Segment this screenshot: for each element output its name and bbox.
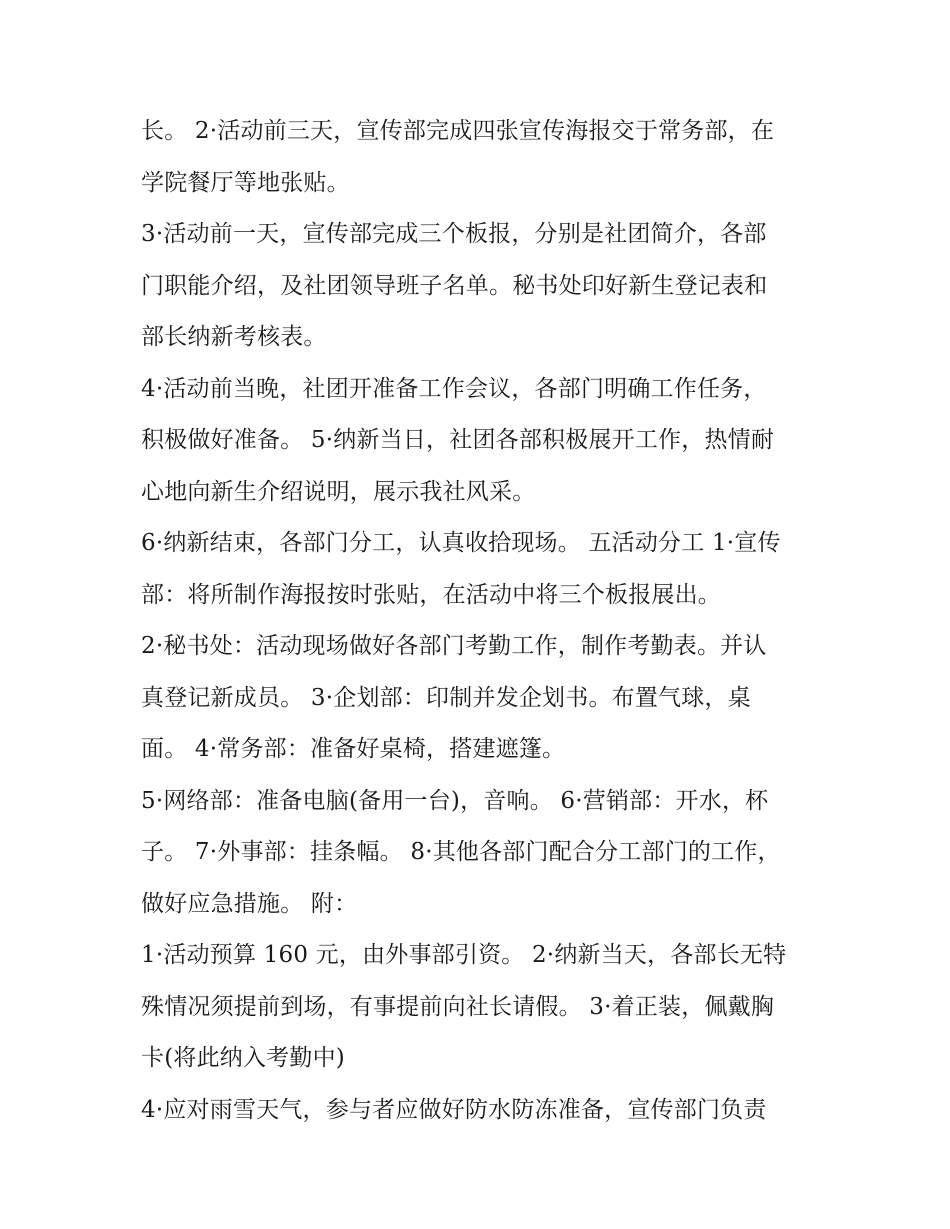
text-line: 积极做好准备。 5·纳新当日，社团各部积极展开工作，热情耐 <box>141 427 775 453</box>
text-line: 卡(将此纳入考勤中) <box>141 1045 345 1071</box>
paragraph-cleanup-and-division <box>141 518 821 621</box>
paragraph-budget-and-attendance <box>141 930 821 1085</box>
text-line: 学院餐厅等地张贴。 <box>141 169 350 196</box>
text-line: 面。 4·常务部：准备好桌椅，搭建遮篷。 <box>141 736 566 762</box>
paragraph-evening-meeting <box>141 364 821 519</box>
text-line: 门职能介绍，及社团领导班子名单。秘书处印好新生登记表和 <box>141 272 768 299</box>
text-line: 6·纳新结束，各部门分工，认真收拾现场。 五活动分工 1·宣传 <box>141 530 781 556</box>
text-line: 部长纳新考核表。 <box>141 324 327 350</box>
text-line: 1·活动预算 160 元，由外事部引资。 2·纳新当天，各部长无特 <box>141 942 787 968</box>
text-line: 真登记新成员。 3·企划部：印制并发企划书。布置气球，桌 <box>141 684 751 711</box>
paragraph-weather-contingency <box>141 1085 821 1137</box>
text-line: 3·活动前一天，宣传部完成三个板报，分别是社团简介，各部 <box>141 221 767 247</box>
paragraph-blackboard-preparation <box>141 209 821 364</box>
text-line: 殊情况须提前到场，有事提前向社长请假。 3·着正装，佩戴胸 <box>141 993 775 1020</box>
text-line: 4·应对雨雪天气，参与者应做好防水防冻准备，宣传部门负责 <box>141 1096 767 1123</box>
text-line: 心地向新生介绍说明，展示我社风采。 <box>141 478 536 505</box>
text-line: 做好应急措施。 附： <box>141 890 358 917</box>
text-line: 部：将所制作海报按时张贴，在活动中将三个板报展出。 <box>141 581 721 608</box>
document-body <box>141 106 821 1136</box>
text-line: 长。 2·活动前三天，宣传部完成四张宣传海报交于常务部，在 <box>141 118 775 144</box>
paragraph-network-and-marketing <box>141 776 821 931</box>
paragraph-secretariat-duties <box>141 621 821 776</box>
text-line: 2·秘书处：活动现场做好各部门考勤工作，制作考勤表。并认 <box>141 633 767 659</box>
paragraph-poster-schedule <box>141 106 821 209</box>
text-line: 4·活动前当晚，社团开准备工作会议，各部门明确工作任务， <box>141 375 767 402</box>
text-line: 子。 7·外事部：挂条幅。 8·其他各部门配合分工部门的工作， <box>141 839 781 865</box>
text-line: 5·网络部：准备电脑(备用一台)，音响。 6·营销部：开水，杯 <box>141 787 769 814</box>
